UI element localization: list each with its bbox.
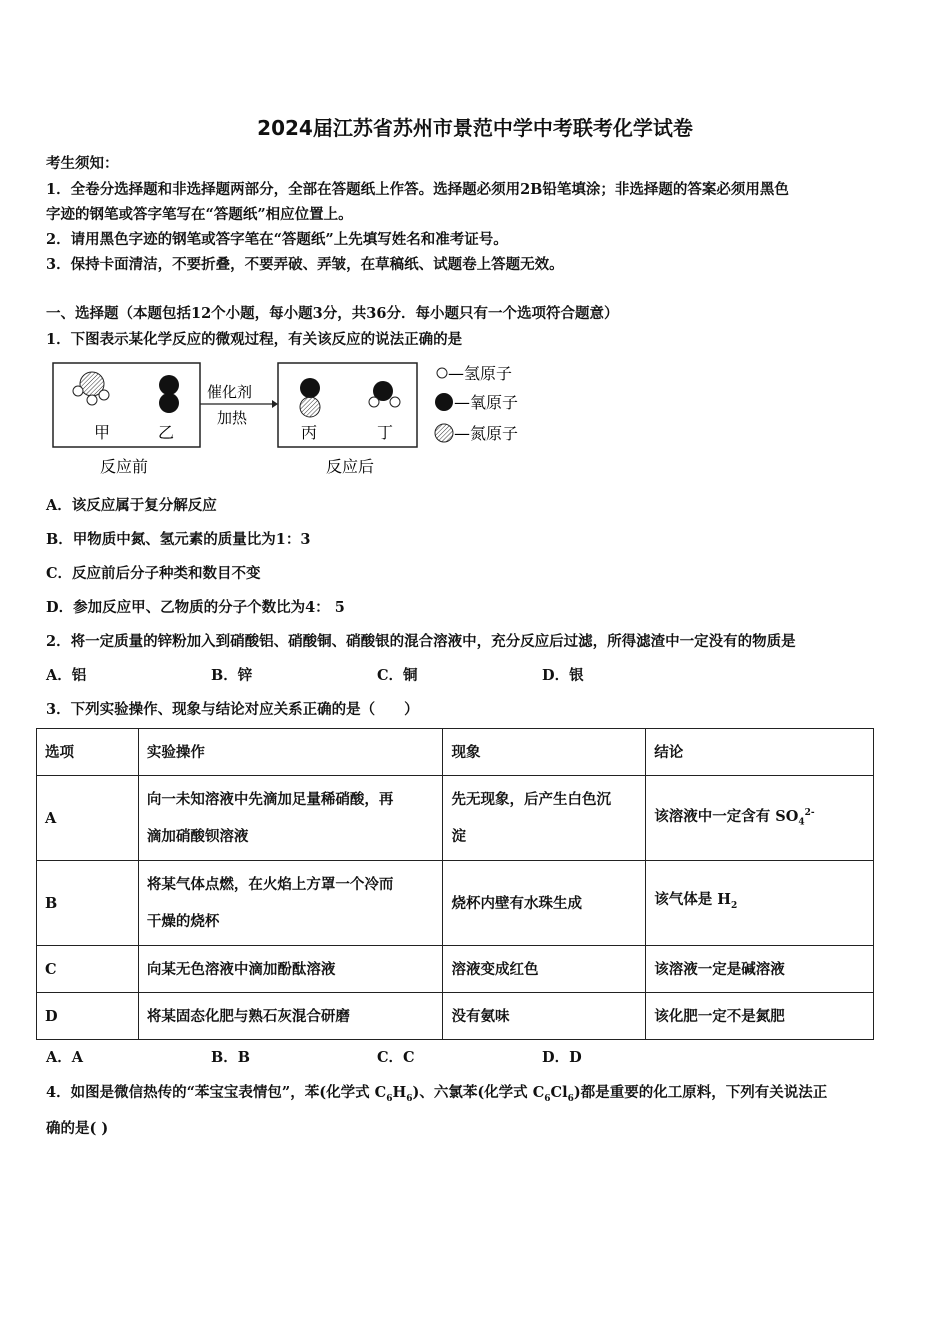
table-row <box>37 993 874 1040</box>
catalyst-label: 催化剂 <box>207 383 253 401</box>
q2-option-d: D．银 <box>542 667 584 684</box>
row-option: C <box>37 946 139 993</box>
notice-line-4: 3．保持卡面清洁，不要折叠，不要弄破、弄皱，在草稿纸、试题卷上答题无效。 <box>46 256 564 273</box>
row-conclusion: 该溶液一定是碱溶液 <box>646 946 874 993</box>
page-title: 2024届江苏省苏州市景范中学中考联考化学试卷 <box>257 116 693 140</box>
label-ding: 丁 <box>377 423 394 442</box>
q1-stem: 1．下图表示某化学反应的微观过程，有关该反应的说法正确的是 <box>46 331 463 348</box>
q3-option-d: D．D <box>542 1049 582 1066</box>
row-phenomenon: 烧杯内壁有水珠生成 <box>443 861 646 946</box>
header-operation: 实验操作 <box>138 729 443 776</box>
header-option: 选项 <box>37 729 139 776</box>
legend-oxygen: —氧原子 <box>454 393 519 412</box>
water-molecule <box>369 381 400 407</box>
notice-line-1: 1．全卷分选择题和非选择题两部分，全部在答题纸上作答。选择题必须用2B铅笔填涂；非选择题的答案必须用黑色 <box>46 181 789 198</box>
heat-label: 加热 <box>217 409 248 427</box>
nitric-oxide-molecule <box>300 378 320 417</box>
row-conclusion: 该气体是 $H_2$ <box>646 861 874 946</box>
q1-option-b: B．甲物质中氮、氢元素的质量比为1：3 <box>46 531 311 548</box>
row-operation: 向某无色溶液中滴加酚酞溶液 <box>138 946 443 993</box>
notice-heading: 考生须知： <box>46 155 119 172</box>
q2-option-b: B．锌 <box>211 667 253 684</box>
after-label: 反应后 <box>326 457 375 476</box>
table-row <box>37 861 874 946</box>
row-option: A <box>37 776 139 861</box>
q1-option-d: D．参加反应甲、乙物质的分子个数比为4： 5 <box>46 599 345 616</box>
table-header-row <box>37 729 874 776</box>
q3-table <box>36 728 874 1040</box>
before-label: 反应前 <box>100 457 149 476</box>
row-operation: 向一未知溶液中先滴加足量稀硝酸，再 滴加硝酸钡溶液 <box>138 776 443 861</box>
q3-stem: 3．下列实验操作、现象与结论对应关系正确的是（ ） <box>46 701 419 718</box>
label-jia: 甲 <box>94 423 111 442</box>
row-phenomenon: 没有氨味 <box>443 993 646 1040</box>
row-phenomenon: 溶液变成红色 <box>443 946 646 993</box>
legend-oxygen-icon <box>435 393 453 411</box>
q1-option-c: C．反应前后分子种类和数目不变 <box>46 565 261 582</box>
label-yi: 乙 <box>158 423 175 442</box>
row-phenomenon: 先无现象，后产生白色沉 淀 <box>443 776 646 861</box>
oxygen-molecule <box>159 375 179 413</box>
q3-option-c: C．C <box>377 1049 415 1066</box>
row-conclusion: 该化肥一定不是氮肥 <box>646 993 874 1040</box>
header-conclusion: 结论 <box>646 729 874 776</box>
row-option: B <box>37 861 139 946</box>
legend-hydrogen: —氢原子 <box>448 364 513 383</box>
row-option: D <box>37 993 139 1040</box>
section-heading: 一、选择题（本题包括12个小题，每小题3分，共36分．每小题只有一个选项符合题意） <box>46 305 619 322</box>
q2-option-a: A．铝 <box>46 667 87 684</box>
ammonia-molecule <box>73 372 109 405</box>
notice-line-3: 2．请用黑色字迹的钢笔或答字笔在“答题纸”上先填写姓名和准考证号。 <box>46 231 508 248</box>
row-operation: 将某固态化肥与熟石灰混合研磨 <box>138 993 443 1040</box>
q1-option-a: A．该反应属于复分解反应 <box>46 497 217 514</box>
q2-stem: 2．将一定质量的锌粉加入到硝酸铝、硝酸铜、硝酸银的混合溶液中，充分反应后过滤，所得滤渣中一定没有的物质是 <box>46 633 796 650</box>
q2-option-c: C．铜 <box>377 667 418 684</box>
q3-option-b: B．B <box>211 1049 251 1066</box>
q4-stem-line2: 确的是( ) <box>46 1120 109 1137</box>
table-row <box>37 776 874 861</box>
header-phenomenon: 现象 <box>443 729 646 776</box>
legend-nitrogen-icon <box>435 424 453 442</box>
row-conclusion: 该溶液中一定含有 $SO_4^{2-}$ <box>646 776 874 861</box>
reaction-diagram <box>50 358 540 480</box>
legend-hydrogen-icon <box>437 368 447 378</box>
row-operation: 将某气体点燃，在火焰上方罩一个冷而 干燥的烧杯 <box>138 861 443 946</box>
q3-option-a: A．A <box>46 1049 84 1066</box>
legend-nitrogen: —氮原子 <box>454 424 519 443</box>
q4-stem: 4．如图是微信热传的“苯宝宝表情包”，苯(化学式 $C_6H_6$)、六氯苯(化学式 $C_6Cl_6$)都是重要的化工原料，下列有关说法正 <box>46 1084 828 1104</box>
label-bing: 丙 <box>301 423 318 442</box>
notice-line-2: 字迹的钢笔或答字笔写在“答题纸”相应位置上。 <box>46 206 353 223</box>
table-row <box>37 946 874 993</box>
